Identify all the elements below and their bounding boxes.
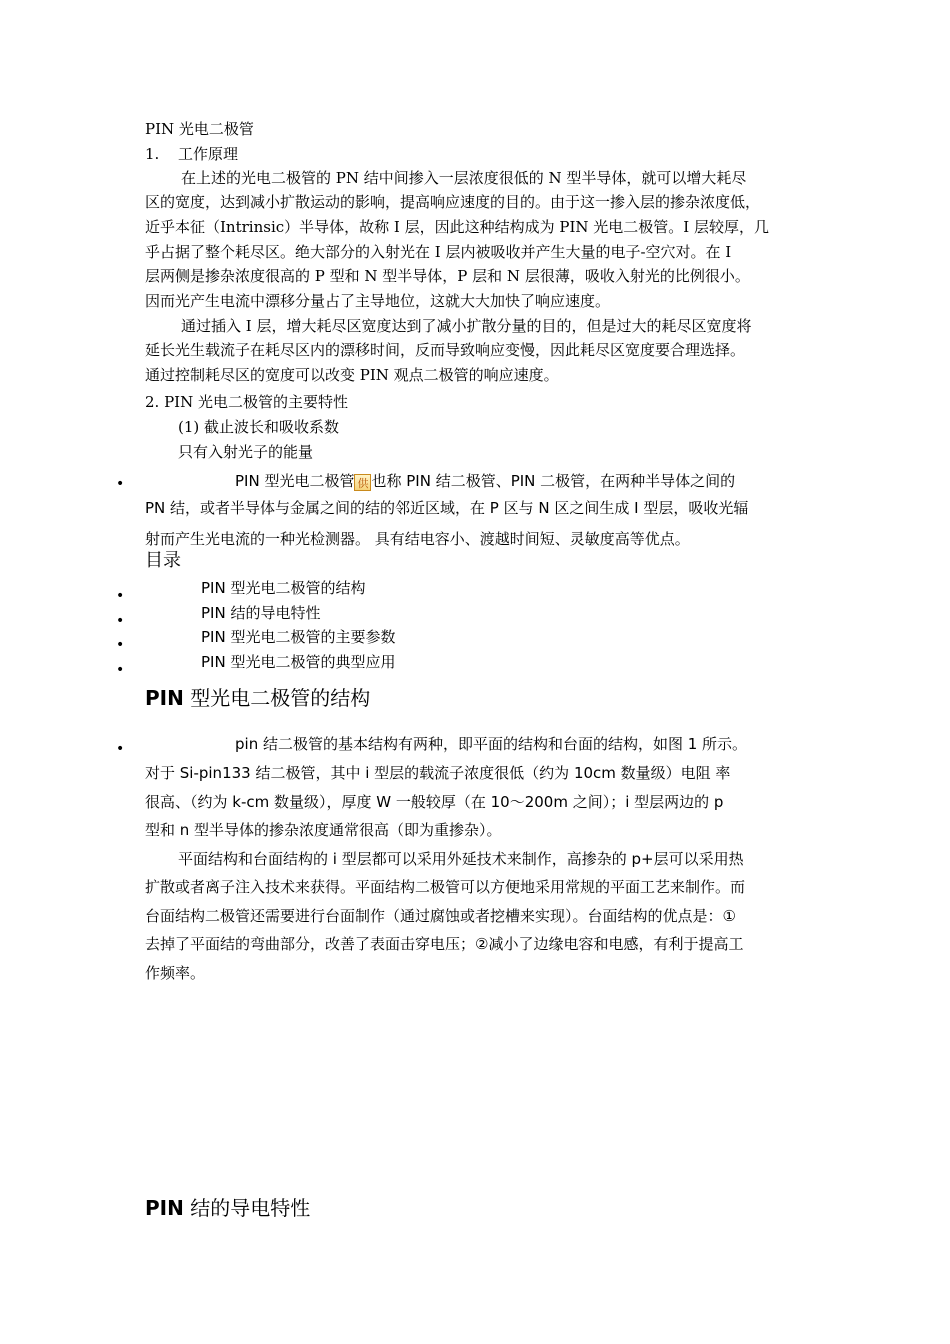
structure-line: 扩散或者离子注入技术来获得。平面结构二极管可以方便地采用常规的平面工艺来制作。而	[145, 878, 746, 896]
structure-line: 台面结构二极管还需要进行台面制作（通过腐蚀或者挖槽来实现）。台面结构的优点是：①	[145, 907, 736, 925]
document-title: PIN 光电二极管	[145, 120, 254, 138]
intro-line-3: 射而产生光电流的一种光检测器。 具有结电容小、渡越时间短、灵敏度高等优点。	[145, 530, 690, 548]
toc-title: 目录	[145, 550, 181, 571]
bullet-marker: •	[116, 741, 125, 757]
para-line: 通过插入 I 层，增大耗尽区宽度达到了减小扩散分量的目的，但是过大的耗尽区宽度将	[181, 317, 752, 335]
bullet-marker: •	[116, 588, 125, 604]
structure-line: 去掉了平面结的弯曲部分，改善了表面击穿电压；②减小了边缘电容和电感，有利于提高工	[145, 935, 744, 953]
conductivity-heading-bold: PIN	[145, 1196, 184, 1220]
para-line: 层两侧是掺杂浓度很高的 P 型和 N 型半导体，P 层和 N 层很薄，吸收入射光的比例很小。	[145, 267, 750, 285]
conductivity-heading	[145, 1192, 310, 1221]
para-line: 因而光产生电流中漂移分量占了主导地位，这就大大加快了响应速度。	[145, 292, 611, 310]
conductivity-heading-rest: 结的导电特性	[183, 1196, 311, 1220]
intro-line-1-text: PIN 型光电二极管	[235, 472, 355, 490]
para-line: 乎占据了整个耗尽区。绝大部分的入射光在 I 层内被吸收并产生大量的电子-空穴对。在 I	[145, 243, 732, 261]
section-1-number: 1.	[145, 145, 160, 163]
structure-heading-rest: 型光电二极管的结构	[183, 686, 371, 710]
structure-line: pin 结二极管的基本结构有两种，即平面的结构和台面的结构，如图 1 所示。	[235, 735, 748, 753]
bullet-marker: •	[116, 613, 125, 629]
section-2-heading: 2. PIN 光电二极管的主要特性	[145, 393, 348, 411]
toc-item-parameters[interactable]: PIN 型光电二极管的主要参数	[201, 628, 396, 646]
intro-line-1-rest: 也称 PIN 结二极管、PIN 二极管，在两种半导体之间的	[371, 472, 736, 490]
section-2-subheading: (1) 截止波长和吸收系数	[178, 418, 340, 436]
para-line: 区的宽度，达到减小扩散运动的影响，提高响应速度的目的。由于这一掺入层的掺杂浓度低，	[145, 193, 761, 211]
structure-line: 型和 n 型半导体的掺杂浓度通常很高（即为重掺杂）。	[145, 821, 502, 839]
bullet-marker: •	[116, 662, 125, 678]
structure-line: 很高、（约为 k-cm 数量级），厚度 W 一般较厚（在 10～200m 之间）；i 型层两边的 p	[145, 793, 724, 811]
bullet-marker: •	[116, 476, 125, 492]
toc-item-structure[interactable]: PIN 型光电二极管的结构	[201, 579, 366, 597]
gong-icon[interactable]: 供	[354, 474, 371, 491]
section-2-text: 只有入射光子的能量	[178, 443, 314, 461]
intro-line-2: PN 结，或者半导体与金属之间的结的邻近区域，在 P 区与 N 区之间生成 I 型层，吸收光辐	[145, 499, 749, 517]
section-1-heading: 工作原理	[178, 145, 239, 163]
structure-line: 平面结构和台面结构的 i 型层都可以采用外延技术来制作，高掺杂的 p+层可以采用热	[178, 850, 744, 868]
para-line: 在上述的光电二极管的 PN 结中间掺入一层浓度很低的 N 型半导体，就可以增大耗尽	[181, 169, 747, 187]
structure-heading-bold: PIN	[145, 686, 184, 710]
toc-item-applications[interactable]: PIN 型光电二极管的典型应用	[201, 653, 396, 671]
structure-heading	[145, 682, 370, 711]
para-line: 近乎本征（Intrinsic）半导体，故称 I 层，因此这种结构成为 PIN 光电二极管。I 层较厚，几	[145, 218, 769, 236]
bullet-marker: •	[116, 637, 125, 653]
structure-line: 对于 Si-pin133 结二极管，其中 i 型层的载流子浓度很低（约为 10cm 数量级）电阻 率	[145, 764, 731, 782]
structure-line: 作频率。	[145, 964, 206, 982]
para-line: 延长光生载流子在耗尽区内的漂移时间，反而导致响应变慢，因此耗尽区宽度要合理选择。	[145, 341, 746, 359]
para-line: 通过控制耗尽区的宽度可以改变 PIN 观点二极管的响应速度。	[145, 366, 559, 384]
intro-line-1	[235, 471, 735, 491]
toc-item-conductivity[interactable]: PIN 结的导电特性	[201, 604, 321, 622]
